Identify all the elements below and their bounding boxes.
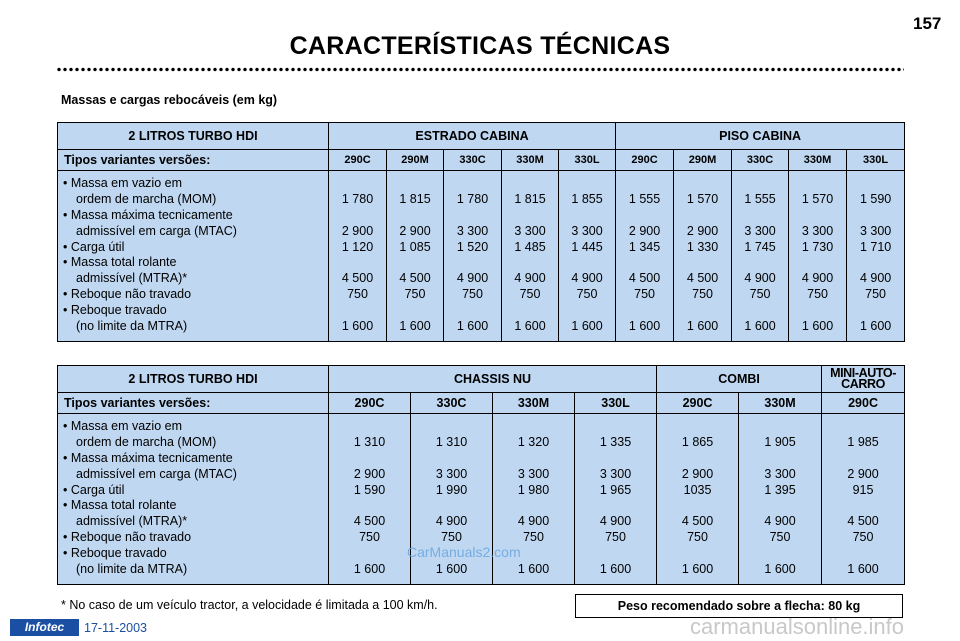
value-column: [789, 171, 847, 342]
value-spacer: [847, 255, 904, 271]
footnote: * No caso de um veículo tractor, a velocidade é limitada a 100 km/h.: [61, 598, 438, 612]
value-cell: 1 815: [399, 191, 431, 206]
value-cell: 1 600: [744, 319, 776, 334]
value-cell: 2 900: [399, 223, 431, 238]
value-cell: 4 500: [681, 514, 714, 529]
value-cell: 1 555: [744, 191, 776, 206]
variant-header: 330C: [732, 150, 789, 171]
row-label: • Massa em vazio em: [63, 176, 182, 190]
value-spacer: [329, 303, 386, 319]
value-column: [657, 414, 739, 585]
value-cell: 1 710: [859, 239, 892, 254]
value-cell: 1 085: [399, 239, 431, 254]
value-spacer: [493, 498, 574, 514]
value-spacer: [387, 303, 443, 319]
value-column: [502, 171, 559, 342]
value-cell: 750: [519, 287, 541, 302]
value-spacer: [444, 176, 501, 192]
value-cell: 2 900: [847, 466, 879, 481]
value-spacer: [502, 255, 558, 271]
variant-header: 330L: [847, 150, 905, 171]
value-cell: 4 500: [628, 271, 661, 286]
value-cell: 4 500: [847, 514, 879, 529]
value-cell: 1 600: [341, 319, 374, 334]
value-cell: 1 395: [764, 482, 796, 497]
value-cell: 1 855: [571, 191, 603, 206]
value-column: [732, 171, 789, 342]
value-spacer: [444, 208, 501, 224]
variant-header: 330L: [575, 393, 657, 414]
value-cell: 4 900: [764, 514, 796, 529]
value-cell: 750: [359, 530, 380, 545]
value-spacer: [329, 546, 410, 562]
value-column: [444, 171, 502, 342]
variant-header: 330M: [493, 393, 575, 414]
value-cell: 1 600: [628, 319, 661, 334]
value-spacer: [822, 498, 904, 514]
value-column: [616, 171, 674, 342]
value-spacer: [559, 176, 615, 192]
value-cell: 1 600: [599, 562, 632, 577]
value-spacer: [502, 176, 558, 192]
value-spacer: [559, 303, 615, 319]
value-spacer: [411, 451, 492, 467]
row-label: admissível (MTRA)*: [76, 514, 188, 529]
value-cell: 2 900: [686, 223, 719, 238]
value-spacer: [387, 208, 443, 224]
value-column: [674, 171, 732, 342]
row-label: • Massa total rolante: [63, 255, 177, 270]
value-column: [329, 414, 411, 585]
value-cell: 750: [807, 287, 828, 302]
value-cell: 2 900: [628, 223, 661, 238]
value-spacer: [502, 303, 558, 319]
value-spacer: [329, 176, 386, 192]
value-cell: 1 600: [686, 319, 719, 334]
value-spacer: [575, 419, 656, 435]
value-cell: 1 600: [847, 562, 879, 577]
value-spacer: [575, 451, 656, 467]
value-spacer: [674, 255, 731, 271]
value-cell: 1 570: [801, 191, 834, 206]
value-spacer: [674, 303, 731, 319]
row-label: • Reboque travado: [63, 303, 167, 318]
value-cell: 1 120: [341, 239, 374, 254]
value-spacer: [789, 255, 846, 271]
value-cell: 4 500: [686, 271, 719, 286]
engine-header: 2 LITROS TURBO HDI: [58, 366, 329, 393]
row-label: (no limite da MTRA): [76, 319, 188, 334]
variant-header: 330C: [444, 150, 502, 171]
group-header-piso-cabina: PISO CABINA: [616, 123, 905, 150]
value-cell: 915: [852, 482, 874, 497]
value-cell: 1 520: [456, 239, 489, 254]
infotec-logo: Infotec: [10, 619, 79, 636]
value-cell: 1 990: [435, 482, 468, 497]
row-label: • Massa total rolante: [63, 498, 177, 513]
value-cell: 750: [523, 530, 544, 545]
variant-header: 330C: [411, 393, 493, 414]
value-spacer: [493, 451, 574, 467]
value-cell: 1 600: [681, 562, 714, 577]
value-cell: 1 555: [628, 191, 661, 206]
value-spacer: [657, 546, 738, 562]
value-cell: 1 320: [517, 434, 550, 449]
value-spacer: [411, 419, 492, 435]
value-column: [575, 414, 657, 585]
value-spacer: [739, 419, 821, 435]
dotted-divider: [56, 67, 904, 72]
value-spacer: [493, 419, 574, 435]
value-spacer: [732, 303, 788, 319]
value-spacer: [657, 498, 738, 514]
value-cell: 4 900: [514, 271, 546, 286]
value-spacer: [739, 451, 821, 467]
value-cell: 1 345: [628, 239, 661, 254]
value-cell: 1 600: [764, 562, 796, 577]
row-labels: [58, 171, 329, 342]
value-spacer: [789, 303, 846, 319]
value-cell: 4 500: [353, 514, 386, 529]
value-cell: 750: [749, 287, 771, 302]
value-cell: 1 600: [353, 562, 386, 577]
value-spacer: [616, 176, 673, 192]
variant-header: 330M: [502, 150, 559, 171]
value-cell: 1 865: [681, 434, 714, 449]
value-cell: 1035: [683, 482, 712, 497]
value-column: [847, 171, 905, 342]
value-cell: 1 980: [517, 482, 550, 497]
variant-header: 330M: [789, 150, 847, 171]
value-column: [387, 171, 444, 342]
value-spacer: [674, 208, 731, 224]
value-cell: 1 310: [353, 434, 386, 449]
value-cell: 1 600: [517, 562, 550, 577]
value-cell: 4 500: [399, 271, 431, 286]
value-cell: 1 335: [599, 434, 632, 449]
value-spacer: [847, 208, 904, 224]
variant-header: 330M: [739, 393, 822, 414]
value-spacer: [575, 498, 656, 514]
row-label: (no limite da MTRA): [76, 562, 188, 577]
value-cell: 1 965: [599, 482, 632, 497]
value-cell: 1 600: [399, 319, 431, 334]
value-spacer: [616, 255, 673, 271]
row-label: • Massa máxima tecnicamente: [63, 450, 233, 465]
value-cell: 1 985: [847, 434, 879, 449]
row-label: admissível em carga (MTAC): [76, 466, 237, 481]
group-header-mini-auto-carro: [822, 366, 905, 393]
value-cell: 4 900: [744, 271, 776, 286]
value-cell: 1 600: [514, 319, 546, 334]
value-cell: 1 445: [571, 239, 603, 254]
watermark-carmanualsonline: carmanualsonline.info: [690, 614, 905, 639]
value-spacer: [847, 176, 904, 192]
value-cell: 750: [576, 287, 598, 302]
value-cell: 750: [865, 287, 887, 302]
value-spacer: [329, 451, 410, 467]
value-cell: 1 600: [801, 319, 834, 334]
value-spacer: [657, 419, 738, 435]
value-cell: 1 590: [353, 482, 386, 497]
value-column: [739, 414, 822, 585]
variant-header: 290M: [674, 150, 732, 171]
variant-header: 290C: [657, 393, 739, 414]
value-spacer: [732, 176, 788, 192]
row-labels: [58, 414, 329, 585]
value-cell: 1 730: [801, 239, 834, 254]
value-spacer: [616, 303, 673, 319]
group-header-estrado-cabina: ESTRADO CABINA: [329, 123, 616, 150]
engine-header: 2 LITROS TURBO HDI: [58, 123, 329, 150]
row-label: • Reboque não travado: [63, 287, 192, 302]
footer-date: 17-11-2003: [84, 621, 148, 635]
value-cell: 3 300: [801, 223, 834, 238]
value-cell: 3 300: [744, 223, 776, 238]
value-spacer: [739, 546, 821, 562]
value-spacer: [444, 255, 501, 271]
value-cell: 3 300: [514, 223, 546, 238]
row-label: • Reboque travado: [63, 546, 167, 561]
value-cell: 4 900: [599, 514, 632, 529]
value-cell: 1 905: [764, 434, 796, 449]
value-spacer: [559, 208, 615, 224]
page-title: CARACTERÍSTICAS TÉCNICAS: [289, 32, 671, 60]
value-cell: 4 900: [801, 271, 834, 286]
value-cell: 1 745: [744, 239, 776, 254]
value-cell: 1 485: [514, 239, 546, 254]
value-spacer: [444, 303, 501, 319]
value-cell: 4 900: [859, 271, 892, 286]
value-cell: 2 900: [353, 466, 386, 481]
value-spacer: [739, 498, 821, 514]
spec-table-estrado-piso: [57, 122, 905, 342]
value-cell: 1 600: [435, 562, 468, 577]
value-spacer: [329, 208, 386, 224]
value-cell: 3 300: [859, 223, 892, 238]
value-spacer: [822, 451, 904, 467]
value-cell: 3 300: [764, 466, 796, 481]
value-cell: 4 900: [517, 514, 550, 529]
row-label: admissível (MTRA)*: [76, 271, 188, 286]
value-column: [559, 171, 616, 342]
value-cell: 1 780: [456, 191, 489, 206]
variant-header: 290C: [616, 150, 674, 171]
value-cell: 750: [605, 530, 626, 545]
value-cell: 1 590: [859, 191, 892, 206]
value-spacer: [674, 176, 731, 192]
value-spacer: [387, 255, 443, 271]
value-column: [329, 171, 387, 342]
value-cell: 1 600: [571, 319, 603, 334]
value-spacer: [657, 451, 738, 467]
value-spacer: [847, 303, 904, 319]
variants-label: Tipos variantes versões:: [58, 393, 329, 414]
value-cell: 750: [441, 530, 462, 545]
value-cell: 3 300: [599, 466, 632, 481]
value-cell: 750: [462, 287, 483, 302]
value-spacer: [616, 208, 673, 224]
value-cell: 3 300: [517, 466, 550, 481]
value-spacer: [329, 419, 410, 435]
value-cell: 2 900: [341, 223, 374, 238]
value-cell: 4 900: [571, 271, 603, 286]
value-cell: 3 300: [571, 223, 603, 238]
value-cell: 750: [852, 530, 874, 545]
section-subtitle: Massas e cargas rebocáveis (em kg): [61, 93, 278, 107]
value-spacer: [559, 255, 615, 271]
value-cell: 750: [687, 530, 708, 545]
value-cell: 2 900: [681, 466, 714, 481]
row-label: • Massa máxima tecnicamente: [63, 207, 233, 222]
group-header-combi: COMBI: [657, 366, 822, 393]
value-cell: 1 780: [341, 191, 374, 206]
value-spacer: [575, 546, 656, 562]
value-cell: 750: [347, 287, 368, 302]
variant-header: 330L: [559, 150, 616, 171]
row-label: • Massa em vazio em: [63, 419, 182, 433]
value-spacer: [329, 255, 386, 271]
value-cell: 750: [634, 287, 655, 302]
value-cell: 750: [769, 530, 791, 545]
value-spacer: [732, 255, 788, 271]
value-cell: 3 300: [456, 223, 489, 238]
watermark-carmanuals: CarManuals2.com: [407, 544, 521, 560]
value-cell: 3 300: [435, 466, 468, 481]
row-label: ordem de marcha (MOM): [76, 191, 217, 206]
variant-header: 290C: [822, 393, 905, 414]
value-cell: 750: [404, 287, 426, 302]
variants-label: Tipos variantes versões:: [58, 150, 329, 171]
variant-header: 290C: [329, 393, 411, 414]
value-cell: 1 600: [859, 319, 892, 334]
row-label: ordem de marcha (MOM): [76, 434, 217, 449]
variant-header: 290C: [329, 150, 387, 171]
value-spacer: [502, 208, 558, 224]
value-spacer: [789, 176, 846, 192]
value-spacer: [822, 546, 904, 562]
value-cell: 1 310: [435, 434, 468, 449]
group-header-chassis-nu: CHASSIS NU: [329, 366, 657, 393]
value-cell: 4 500: [341, 271, 374, 286]
value-cell: 750: [692, 287, 713, 302]
value-cell: 1 815: [514, 191, 546, 206]
value-spacer: [329, 498, 410, 514]
recommended-weight-box: Peso recomendado sobre a flecha: 80 kg: [575, 594, 903, 618]
row-label: • Reboque não travado: [63, 530, 192, 545]
row-label: • Carga útil: [63, 482, 125, 497]
value-spacer: [822, 419, 904, 435]
value-spacer: [387, 176, 443, 192]
variant-header: 290M: [387, 150, 444, 171]
page-number: 157: [913, 14, 942, 33]
value-spacer: [411, 498, 492, 514]
value-cell: 1 600: [456, 319, 489, 334]
group-header-line: MINI-AUTO-: [830, 366, 896, 380]
value-cell: 1 330: [686, 239, 719, 254]
value-cell: 4 900: [435, 514, 468, 529]
value-spacer: [789, 208, 846, 224]
row-label: admissível em carga (MTAC): [76, 223, 237, 238]
row-label: • Carga útil: [63, 239, 125, 254]
value-spacer: [732, 208, 788, 224]
value-cell: 4 900: [456, 271, 489, 286]
value-column: [822, 414, 905, 585]
value-cell: 1 570: [686, 191, 719, 206]
group-header-line: CARRO: [841, 377, 885, 391]
